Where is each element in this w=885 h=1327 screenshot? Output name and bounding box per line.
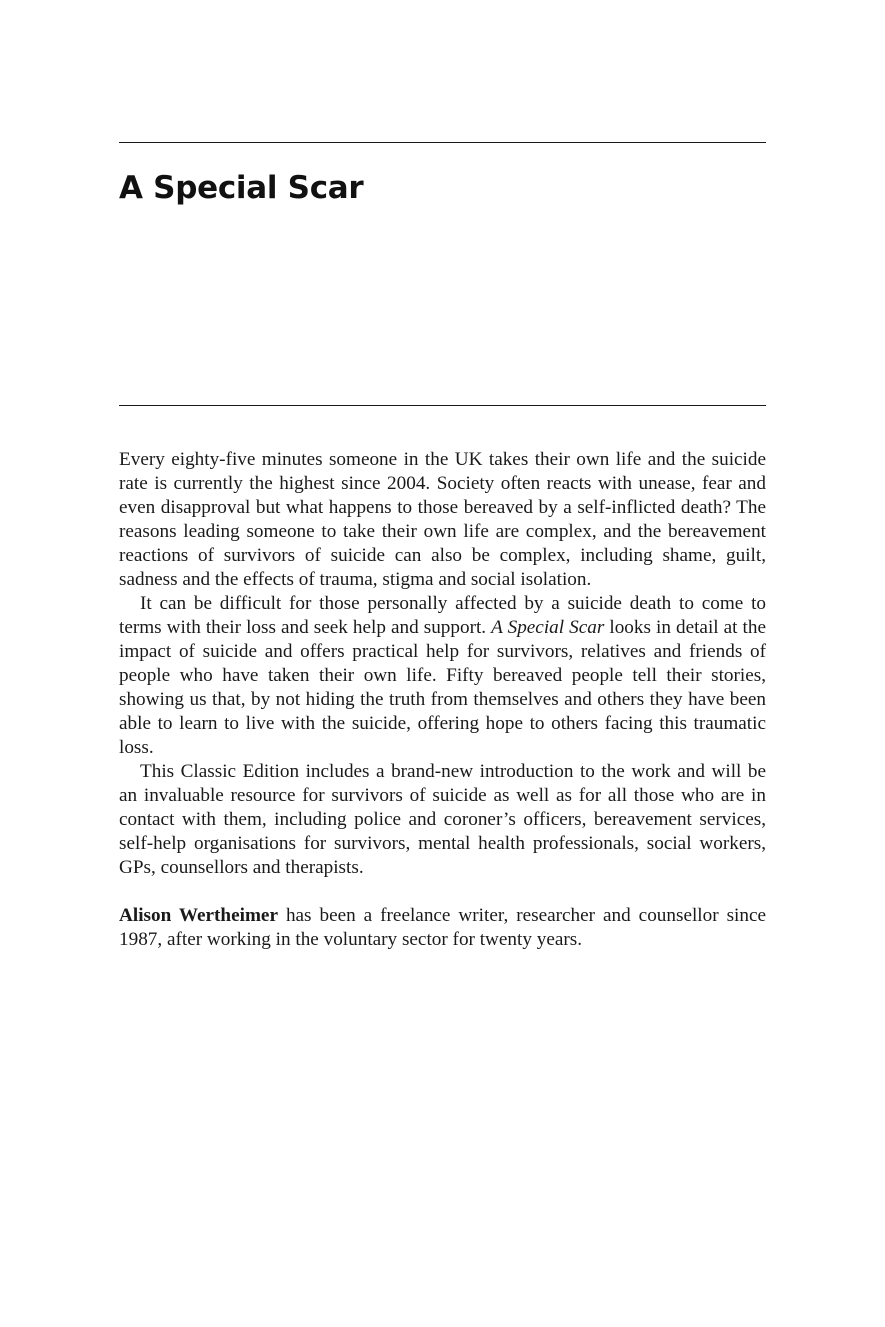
blurb-paragraph-2-end: looks in detail at the impact of suicide and offers practical help for survivors, relatives and friends of people who have taken their own life. Fifty bereaved people tell their stories, showing us that, by not hiding the truth from themselves and others they have been able to learn to live with the suicide, offering hope to others facing this traumatic loss. — [119, 617, 767, 758]
author-bio-text: has been a freelance writer, researcher and counsellor since 1987, after working in the voluntary sector for twenty years. — [119, 905, 766, 950]
blurb-paragraph-2-start: It can be difficult for those personally affected by a suicide death to come to terms with their loss and seek help and support. — [119, 593, 766, 638]
blurb-book-title-italic: A Special Scar — [491, 617, 605, 638]
blurb-paragraph-2 — [119, 592, 766, 760]
blurb-paragraph-3: This Classic Edition includes a brand-new introduction to the work and will be an invaluable resource for survivors of suicide as well as for all those who are in contact with them, including police and coroner’s officers, bereavement services, self-help organisations for survivors, mental health professionals, social workers, GPs, counsellors and therapists. — [119, 761, 766, 878]
author-bio — [119, 904, 766, 952]
bottom-divider — [119, 405, 766, 406]
top-divider — [119, 142, 766, 143]
blurb-paragraph-1: Every eighty-five minutes someone in the UK takes their own life and the suicide rate is currently the highest since 2004. Society often reacts with unease, fear and even disapproval but what happens to those bereaved by a self-inflicted death? The reasons leading someone to take their own life are complex, and the bereavement reactions of survivors of suicide can also be complex, including shame, guilt, sadness and the effects of trauma, stigma and social isolation. — [119, 449, 766, 590]
author-name: Alison Wertheimer — [119, 905, 278, 926]
blurb-text — [119, 448, 766, 952]
book-title: A Special Scar — [119, 170, 364, 206]
